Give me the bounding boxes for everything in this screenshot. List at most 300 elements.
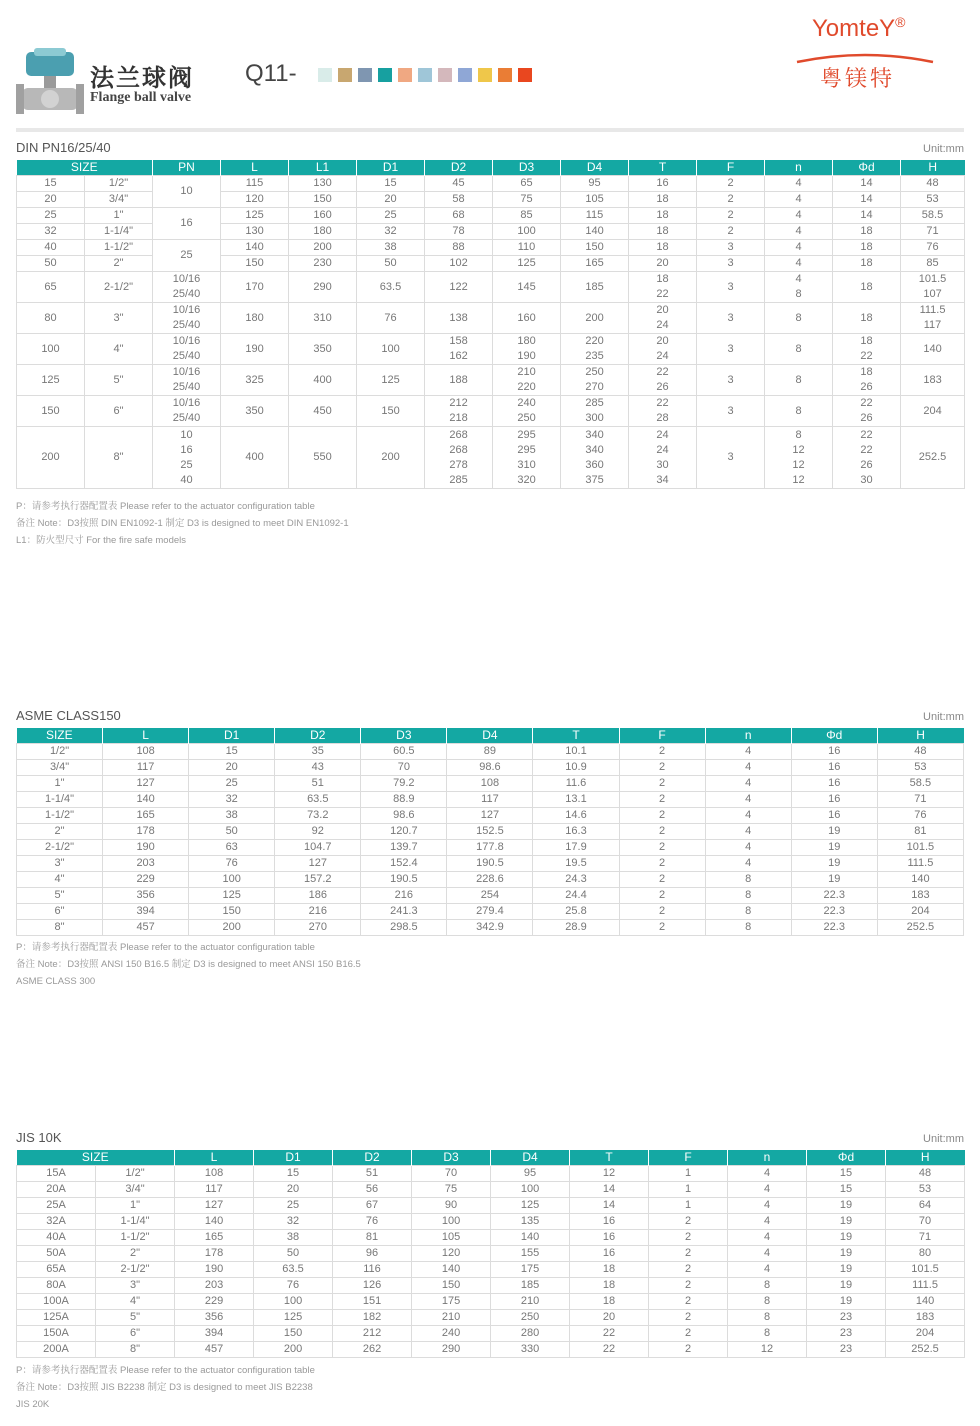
table-cell: 200 [254,1342,333,1358]
color-swatches [318,68,532,82]
table-cell: 356 [103,888,189,904]
table-cell: 2" [96,1246,175,1262]
color-swatch [358,68,372,82]
table-cell: 22.3 [791,888,877,904]
table-cell: 3 [697,303,765,334]
table-cell: 25 [357,208,425,224]
table-cell: 16 [791,776,877,792]
table-cell: 200 [189,920,275,936]
column-header: D3 [412,1150,491,1166]
table-cell: 19 [807,1278,886,1294]
table-cell: 6" [85,396,153,427]
table-cell: 78 [425,224,493,240]
table-cell: 20A [17,1182,96,1198]
table-cell: 298.5 [361,920,447,936]
table-cell: 18 [833,272,901,303]
table-cell: 101.5 [886,1262,965,1278]
table-cell: 4 [765,240,833,256]
table-cell: 4 [765,208,833,224]
table-cell: 23 [807,1342,886,1358]
column-header: n [728,1150,807,1166]
table-cell: 140 [901,334,965,365]
table-cell: 203 [103,856,189,872]
table-cell: 4 [705,776,791,792]
asme-notes [16,939,361,990]
table-cell: 2 [619,840,705,856]
table-cell: 1" [96,1198,175,1214]
table-cell: 2 [619,744,705,760]
table-cell: 15 [357,176,425,192]
table-cell: 10 16 25 40 [153,427,221,489]
color-swatch [458,68,472,82]
table-cell: 180 [221,303,289,334]
table-cell: 6" [17,904,103,920]
table-cell: 160 [289,208,357,224]
table-cell: 4 [765,224,833,240]
table-cell: 71 [901,224,965,240]
table-cell: 2 [649,1246,728,1262]
table-cell: 16 [570,1230,649,1246]
table-row [17,208,965,224]
column-header: D2 [275,728,361,744]
table-cell: 241.3 [361,904,447,920]
table-cell: 22 28 [629,396,697,427]
table-cell: 254 [447,888,533,904]
table-cell: 216 [361,888,447,904]
table-cell: 105 [412,1230,491,1246]
table-cell: 10/16 25/40 [153,365,221,396]
table-cell: 8 [705,888,791,904]
table-cell: 50 [17,256,85,272]
table-cell: 28.9 [533,920,619,936]
jis-note: 备注 Note：D3按照 JIS B2238 制定 D3 is designed to meet JIS B2238 [16,1382,313,1393]
table-cell: 85 [901,256,965,272]
column-header: D1 [254,1150,333,1166]
table-cell: 279.4 [447,904,533,920]
table-cell: 1/2" [96,1166,175,1182]
table-cell: 2 [649,1278,728,1294]
table-cell: 270 [275,920,361,936]
column-header: L [175,1150,254,1166]
table-cell: 51 [333,1166,412,1182]
table-cell: 20 [629,256,697,272]
table-cell: 19 [807,1214,886,1230]
din-note: P：请参考执行器配置表 Please refer to the actuator configuration table [16,501,315,512]
table-cell: 19 [791,856,877,872]
table-cell: 6" [96,1326,175,1342]
column-header: L1 [289,160,357,176]
table-cell: 14 [570,1182,649,1198]
table-row [17,824,964,840]
table-cell: 111.5 [886,1278,965,1294]
table-cell: 32 [17,224,85,240]
table-cell: 89 [447,744,533,760]
table-cell: 108 [103,744,189,760]
table-cell: 3 [697,427,765,489]
table-cell: 170 [221,272,289,303]
table-cell: 216 [275,904,361,920]
table-cell: 11.6 [533,776,619,792]
table-cell: 310 [289,303,357,334]
table-cell: 15 [17,176,85,192]
table-cell: 16 [791,744,877,760]
color-swatch [378,68,392,82]
table-cell: 4 [728,1246,807,1262]
table-cell: 15A [17,1166,96,1182]
table-cell: 212 [333,1326,412,1342]
table-cell: 457 [175,1342,254,1358]
table-row [17,888,964,904]
table-cell: 4 [705,744,791,760]
table-cell: 22 26 [833,396,901,427]
table-cell: 76 [877,808,963,824]
table-cell: 160 [493,303,561,334]
table-cell: 2 [619,920,705,936]
asme-note: ASME CLASS 300 [16,976,96,987]
table-cell: 186 [275,888,361,904]
table-cell: 220 235 [561,334,629,365]
table-cell: 38 [189,808,275,824]
table-cell: 295 295 310 320 [493,427,561,489]
table-cell: 200 [17,427,85,489]
table-cell: 76 [333,1214,412,1230]
table-cell: 18 [833,240,901,256]
table-cell: 15 [807,1166,886,1182]
table-cell: 150 [289,192,357,208]
jis-section [16,1130,964,1420]
table-cell: 400 [221,427,289,489]
table-cell: 115 [221,176,289,192]
table-cell: 18 [629,208,697,224]
table-cell: 140 [491,1230,570,1246]
table-cell: 10/16 25/40 [153,303,221,334]
table-cell: 25 [254,1198,333,1214]
table-cell: 200 [289,240,357,256]
table-cell: 80A [17,1278,96,1294]
model-code: Q11- [245,60,297,87]
table-cell: 158 162 [425,334,493,365]
table-cell: 16.3 [533,824,619,840]
table-row [17,808,964,824]
table-cell: 3" [96,1278,175,1294]
table-cell: 73.2 [275,808,361,824]
table-cell: 125 [17,365,85,396]
table-cell: 4 [705,808,791,824]
table-cell: 120.7 [361,824,447,840]
table-cell: 70 [886,1214,965,1230]
table-cell: 252.5 [886,1342,965,1358]
table-cell: 3/4" [17,760,103,776]
table-cell: 117 [103,760,189,776]
table-cell: 1/2" [17,744,103,760]
table-cell: 8 [728,1278,807,1294]
din-title: DIN PN16/25/40 [16,140,111,155]
table-cell: 2 [697,224,765,240]
table-cell: 2 [619,776,705,792]
table-cell: 65 [17,272,85,303]
table-cell: 115 [561,208,629,224]
table-cell: 138 [425,303,493,334]
table-cell: 2 [697,208,765,224]
table-cell: 127 [175,1198,254,1214]
table-cell: 175 [491,1262,570,1278]
table-cell: 4 [728,1262,807,1278]
table-cell: 8 [728,1294,807,1310]
table-cell: 38 [357,240,425,256]
table-cell: 80 [17,303,85,334]
table-cell: 180 [289,224,357,240]
table-cell: 200 [561,303,629,334]
table-cell: 212 218 [425,396,493,427]
table-cell: 13.1 [533,792,619,808]
table-cell: 3/4" [85,192,153,208]
table-cell: 90 [412,1198,491,1214]
table-cell: 8 [765,365,833,396]
table-cell: 240 250 [493,396,561,427]
table-cell: 70 [412,1166,491,1182]
color-swatch [318,68,332,82]
table-row [17,1262,965,1278]
table-cell: 25 [189,776,275,792]
table-cell: 1-1/4" [85,224,153,240]
table-cell: 19 [791,872,877,888]
table-cell: 48 [877,744,963,760]
table-cell: 4 [765,256,833,272]
page-header [0,0,980,140]
table-cell: 240 [412,1326,491,1342]
table-cell: 204 [877,904,963,920]
column-header: Φd [791,728,877,744]
table-cell: 120 [221,192,289,208]
table-cell: 340 340 360 375 [561,427,629,489]
table-cell: 110 [493,240,561,256]
table-row [17,1246,965,1262]
table-cell: 3 [697,272,765,303]
table-cell: 53 [877,760,963,776]
table-cell: 18 26 [833,365,901,396]
color-swatch [438,68,452,82]
table-cell: 2 [619,760,705,776]
table-cell: 25 [153,240,221,272]
table-cell: 16 [570,1246,649,1262]
table-cell: 150 [17,396,85,427]
table-cell: 16 [629,176,697,192]
table-cell: 127 [275,856,361,872]
table-row [17,365,965,396]
table-cell: 18 [833,224,901,240]
table-cell: 23 [807,1310,886,1326]
table-cell: 8" [17,920,103,936]
table-cell: 3 [697,256,765,272]
table-cell: 56 [333,1182,412,1198]
table-cell: 8 [765,396,833,427]
table-cell: 457 [103,920,189,936]
table-cell: 185 [491,1278,570,1294]
table-cell: 98.6 [447,760,533,776]
table-cell: 150 [221,256,289,272]
table-cell: 88.9 [361,792,447,808]
table-cell: 4 [728,1166,807,1182]
table-cell: 81 [877,824,963,840]
table-cell: 165 [103,808,189,824]
table-cell: 15 [254,1166,333,1182]
table-cell: 150 [254,1326,333,1342]
table-cell: 111.5 117 [901,303,965,334]
table-cell: 100 [17,334,85,365]
table-cell: 182 [333,1310,412,1326]
table-cell: 204 [886,1326,965,1342]
table-cell: 16 [791,792,877,808]
table-cell: 3" [17,856,103,872]
column-header: D1 [357,160,425,176]
table-cell: 252.5 [901,427,965,489]
table-cell: 2-1/2" [96,1262,175,1278]
table-cell: 165 [561,256,629,272]
table-cell: 140 [886,1294,965,1310]
table-cell: 48 [886,1166,965,1182]
table-cell: 18 [570,1294,649,1310]
table-cell: 22 [570,1342,649,1358]
table-cell: 15 [189,744,275,760]
table-row [17,856,964,872]
table-cell: 40 [17,240,85,256]
table-cell: 4" [96,1294,175,1310]
table-cell: 10 [153,176,221,208]
table-cell: 155 [491,1246,570,1262]
table-cell: 4 [728,1214,807,1230]
table-cell: 4 [765,192,833,208]
table-cell: 4 [705,760,791,776]
table-cell: 96 [333,1246,412,1262]
table-cell: 20 [357,192,425,208]
table-cell: 18 [629,224,697,240]
table-cell: 68 [425,208,493,224]
brand-chinese: 粤镁特 [820,67,896,92]
column-header: F [649,1150,728,1166]
table-cell: 14 [833,176,901,192]
column-header: D4 [561,160,629,176]
table-cell: 20 24 [629,303,697,334]
table-cell: 76 [357,303,425,334]
table-cell: 16 [791,808,877,824]
table-cell: 394 [103,904,189,920]
table-cell: 140 [175,1214,254,1230]
table-cell: 76 [189,856,275,872]
table-cell: 53 [886,1182,965,1198]
table-cell: 100 [357,334,425,365]
asme-unit: Unit:mm [923,711,964,723]
table-cell: 58.5 [877,776,963,792]
table-cell: 19 [807,1230,886,1246]
table-row [17,840,964,856]
table-cell: 12 [570,1166,649,1182]
column-header: n [765,160,833,176]
din-dimension-table [16,160,965,489]
table-cell: 14 [833,208,901,224]
table-cell: 50 [357,256,425,272]
table-cell: 100 [189,872,275,888]
table-cell: 2-1/2" [17,840,103,856]
table-row [17,427,965,489]
table-cell: 4 [705,792,791,808]
table-cell: 190 [175,1262,254,1278]
color-swatch [498,68,512,82]
table-cell: 8 12 12 12 [765,427,833,489]
table-row [17,776,964,792]
table-cell: 8 [705,920,791,936]
table-row [17,240,965,256]
table-cell: 1 [649,1198,728,1214]
table-cell: 2 [649,1262,728,1278]
table-cell: 450 [289,396,357,427]
table-cell: 125 [189,888,275,904]
column-header: D4 [447,728,533,744]
table-row [17,396,965,427]
table-cell: 2" [85,256,153,272]
table-cell: 24.4 [533,888,619,904]
table-cell: 120 [412,1246,491,1262]
table-cell: 25.8 [533,904,619,920]
table-cell: 1-1/2" [85,240,153,256]
table-cell: 125 [491,1198,570,1214]
table-cell: 183 [877,888,963,904]
table-cell: 117 [447,792,533,808]
table-cell: 130 [221,224,289,240]
table-cell: 100 [493,224,561,240]
table-cell: 152.4 [361,856,447,872]
table-cell: 17.9 [533,840,619,856]
table-cell: 50 [254,1246,333,1262]
table-cell: 330 [491,1342,570,1358]
table-cell: 43 [275,760,361,776]
table-cell: 108 [447,776,533,792]
table-cell: 32A [17,1214,96,1230]
table-cell: 50A [17,1246,96,1262]
table-cell: 165 [175,1230,254,1246]
table-cell: 4 [765,176,833,192]
column-header: D2 [333,1150,412,1166]
table-cell: 250 [491,1310,570,1326]
table-cell: 104.7 [275,840,361,856]
table-cell: 178 [103,824,189,840]
column-header: D2 [425,160,493,176]
table-cell: 101.5 [877,840,963,856]
table-cell: 394 [175,1326,254,1342]
table-cell: 20 [189,760,275,776]
table-cell: 32 [357,224,425,240]
table-cell: 85 [493,208,561,224]
table-cell: 125 [493,256,561,272]
table-cell: 290 [289,272,357,303]
table-cell: 280 [491,1326,570,1342]
table-cell: 18 [833,303,901,334]
table-cell: 8 [765,303,833,334]
table-row [17,1198,965,1214]
table-cell: 10.1 [533,744,619,760]
column-header: SIZE [17,728,103,744]
table-cell: 125 [357,365,425,396]
table-cell: 342.9 [447,920,533,936]
table-cell: 12 [728,1342,807,1358]
table-cell: 140 [412,1262,491,1278]
table-cell: 228.6 [447,872,533,888]
table-cell: 65A [17,1262,96,1278]
table-cell: 1-1/4" [96,1214,175,1230]
table-cell: 22 [570,1326,649,1342]
table-cell: 350 [289,334,357,365]
table-cell: 67 [333,1198,412,1214]
table-cell: 210 [491,1294,570,1310]
